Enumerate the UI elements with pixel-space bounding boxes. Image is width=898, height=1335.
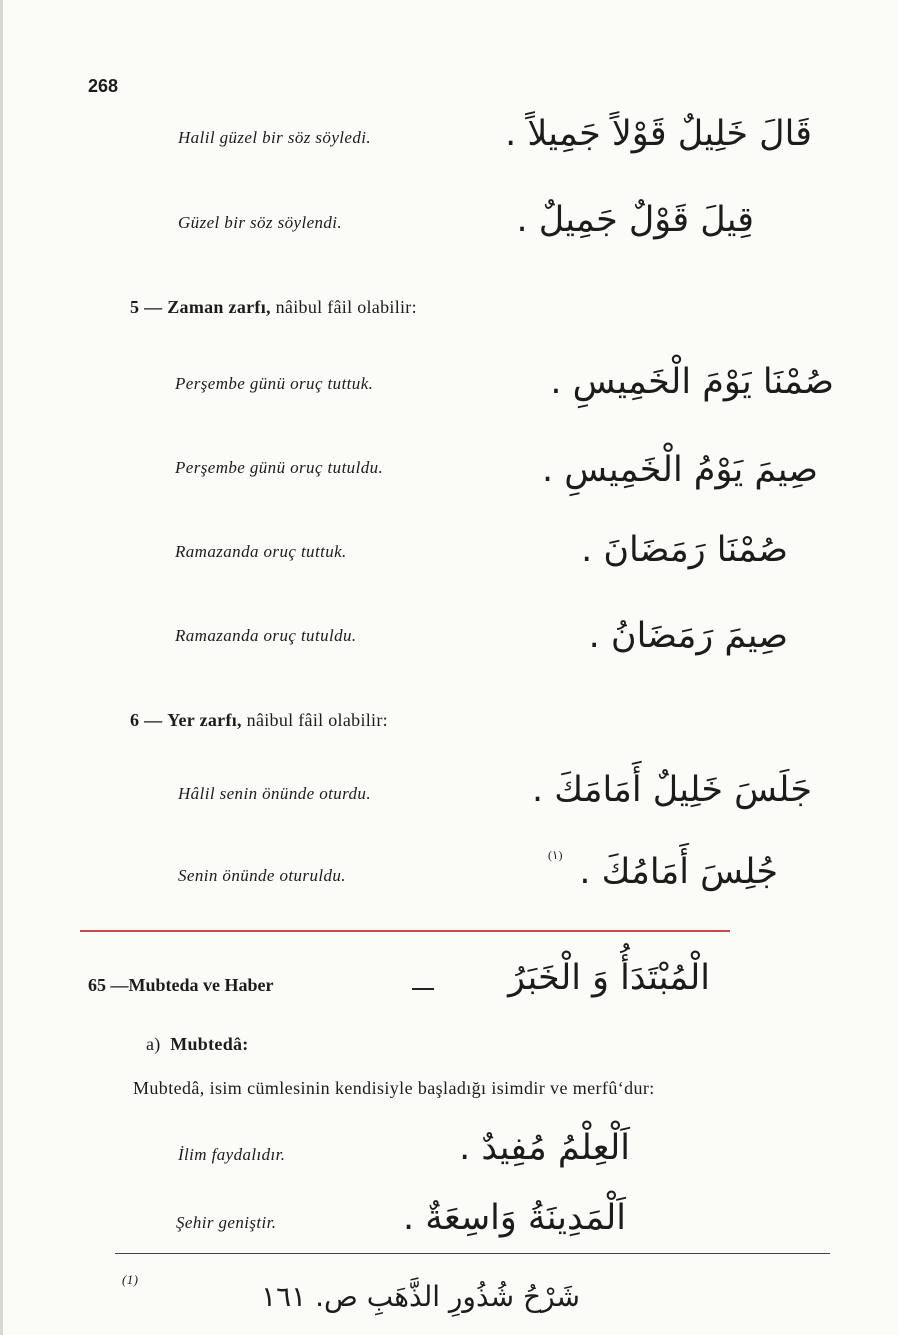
section-heading: [130, 710, 388, 731]
example-arabic: صِيمَ يَوْمُ الْخَمِيسِ .: [542, 450, 818, 490]
example-turkish: İlim faydalıdır.: [178, 1145, 286, 1164]
definition-paragraph: Mubtedâ, isim cümlesinin kendisiyle başladığı isimdir ve merfû‘dur:: [133, 1078, 655, 1098]
section-number: 6 —: [130, 710, 163, 730]
section-divider: [80, 930, 730, 932]
footnote-text: شَرْحُ شُذُورِ الذَّهَبِ ص. ١٦١: [261, 1280, 580, 1313]
section-number: 5 —: [130, 297, 163, 317]
section-term: Yer zarfı,: [167, 710, 242, 730]
footnote-reference: (١): [548, 848, 563, 862]
example-arabic: صُمْنَا رَمَضَانَ .: [581, 530, 788, 570]
example-arabic: اَلْعِلْمُ مُفِيدٌ .: [459, 1128, 630, 1168]
example-turkish: Senin önünde oturuldu.: [178, 866, 346, 885]
footnote-mark: (1): [122, 1272, 139, 1287]
example-turkish: Perşembe günü oruç tutuldu.: [175, 458, 384, 477]
example-turkish: Şehir geniştir.: [176, 1213, 277, 1232]
subsection-label: a): [146, 1034, 161, 1054]
page-number: 268: [88, 76, 119, 96]
section-term: Zaman zarfı,: [167, 297, 271, 317]
example-turkish: Güzel bir söz söylendi.: [178, 213, 343, 232]
page-edge: [0, 0, 3, 1335]
example-arabic: جَلَسَ خَلِيلٌ أَمَامَكَ .: [531, 770, 812, 810]
section-title: 65 —Mubteda ve Haber: [88, 975, 274, 995]
title-dash: [412, 988, 434, 990]
section-text: nâibul fâil olabilir:: [246, 710, 388, 730]
example-turkish: Ramazanda oruç tuttuk.: [175, 542, 347, 561]
example-turkish: Perşembe günü oruç tuttuk.: [175, 374, 374, 393]
example-turkish: Ramazanda oruç tutuldu.: [175, 626, 357, 645]
example-turkish: Hâlil senin önünde oturdu.: [178, 784, 371, 803]
example-arabic: جُلِسَ أَمَامُكَ .: [579, 852, 778, 892]
example-turkish: Halil güzel bir söz söyledi.: [178, 128, 372, 147]
subsection-heading: [146, 1034, 249, 1055]
section-text: nâibul fâil olabilir:: [275, 297, 417, 317]
example-arabic: صُمْنَا يَوْمَ الْخَمِيسِ .: [550, 362, 834, 402]
example-arabic: قِيلَ قَوْلٌ جَمِيلٌ .: [516, 200, 754, 240]
example-arabic: صِيمَ رَمَضَانُ .: [588, 616, 788, 656]
example-arabic: قَالَ خَلِيلٌ قَوْلاً جَمِيلاً .: [505, 114, 812, 154]
section-heading: [130, 297, 417, 318]
subsection-title: Mubtedâ:: [170, 1034, 249, 1054]
section-title-arabic: الْمُبْتَدَأُ وَ الْخَبَرُ: [508, 958, 710, 998]
footnote-rule: [115, 1253, 830, 1254]
example-arabic: اَلْمَدِينَةُ وَاسِعَةٌ .: [402, 1198, 626, 1238]
